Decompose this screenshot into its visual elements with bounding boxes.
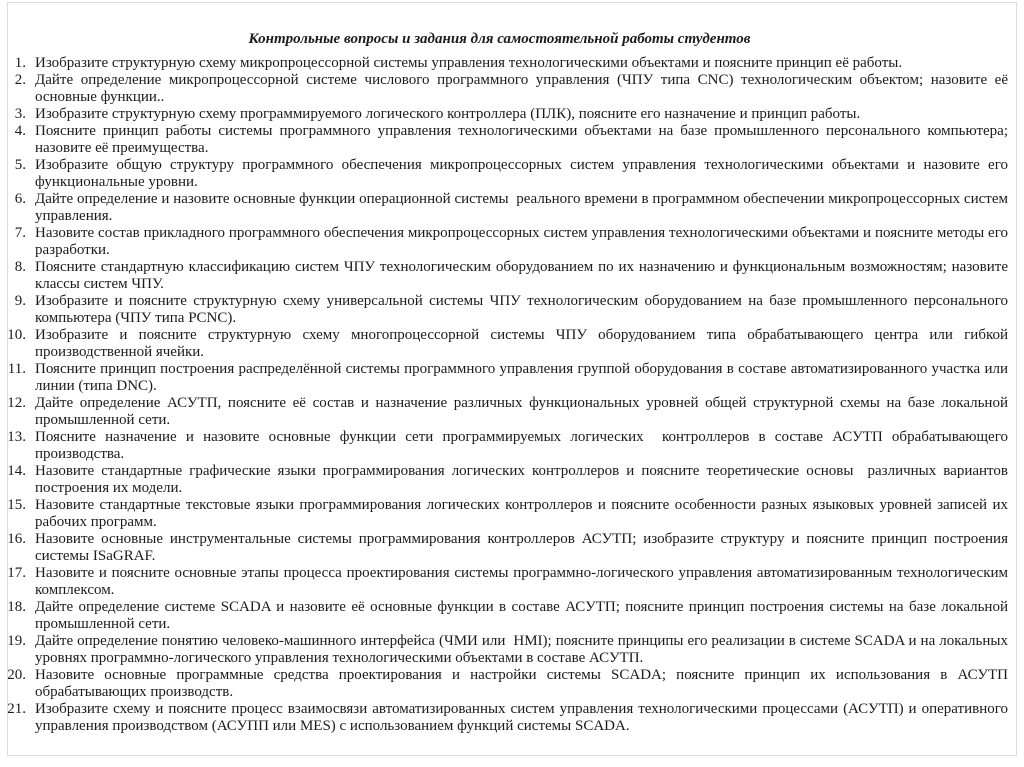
question-text: Поясните назначение и назовите основные функции сети программируемых логических контроллеров в составе АСУТП обрабатывающего производства. xyxy=(35,429,1012,462)
question-item xyxy=(0,72,1012,106)
question-item xyxy=(0,531,1012,565)
question-text: Дайте определение микропроцессорной системе числового программного управления (ЧПУ типа CNC) технологическим объектом; назовите её основные функции.. xyxy=(35,72,1012,105)
question-item xyxy=(0,55,1008,72)
question-number: 17. xyxy=(7,565,26,581)
question-number: 16. xyxy=(7,531,26,547)
question-item xyxy=(0,565,1012,599)
question-number: 2. xyxy=(14,72,26,88)
question-text: Дайте определение системе SCADA и назовите её основные функции в составе АСУТП; поясните принцип построения системы на базе локальной промышленной сети. xyxy=(35,599,1012,632)
document-body xyxy=(0,31,1024,735)
question-number: 19. xyxy=(7,633,26,649)
question-item xyxy=(0,106,1008,123)
question-text: Изобразите и поясните структурную схему многопроцессорной системы ЧПУ оборудованием типа обрабатывающего центра или гибкой производственной ячейки. xyxy=(35,327,1012,360)
question-text: Дайте определение АСУТП, поясните её состав и назначение различных функциональных уровней общей структурной схемы на базе локальной промышленной сети. xyxy=(35,395,1012,428)
question-number: 13. xyxy=(7,429,26,445)
question-item xyxy=(0,123,1012,157)
question-item xyxy=(0,667,1012,701)
question-text: Изобразите общую структуру программного обеспечения микропроцессорных систем управления технологическими объектами и назовите его функциональные уровни. xyxy=(35,157,1012,190)
question-text: Назовите основные программные средства проектирования и настройки системы SCADA; поясните принцип их использования в АСУТП обрабатывающих производств. xyxy=(35,667,1012,700)
question-text: Назовите основные инструментальные системы программирования контроллеров АСУТП; изобразите структуру и поясните принцип построения системы ISaGRAF. xyxy=(35,531,1012,564)
question-text: Назовите состав прикладного программного обеспечения микропроцессорных систем управления технологическими объектами и поясните методы его разработки. xyxy=(35,225,1012,258)
question-number: 14. xyxy=(7,463,26,479)
question-item xyxy=(0,361,1012,395)
question-text: Назовите и поясните основные этапы процесса проектирования системы программно-логического управления автоматизированным технологическим комплексом. xyxy=(35,565,1012,598)
question-text: Назовите стандартные графические языки программирования логических контроллеров и поясните теоретические основы различных вариантов построения их модели. xyxy=(35,463,1012,496)
question-number: 10. xyxy=(7,327,26,343)
question-text: Изобразите и поясните структурную схему универсальной системы ЧПУ технологическим оборудованием на базе промышленного персонального компьютера (ЧПУ типа PCNC). xyxy=(35,293,1012,326)
question-number: 21. xyxy=(7,701,26,717)
question-item xyxy=(0,429,1012,463)
question-number: 9. xyxy=(14,293,26,309)
question-number: 3. xyxy=(14,106,26,122)
question-item xyxy=(0,395,1012,429)
question-number: 12. xyxy=(7,395,26,411)
question-text: Дайте определение понятию человеко-машинного интерфейса (ЧМИ или HMI); поясните принципы его реализации в системе SCADA и на локальных уровнях программно-логического управления технологическими объектами в составе АСУТП. xyxy=(35,633,1012,666)
question-text: Изобразите структурную схему микропроцессорной системы управления технологическими объектами и поясните принцип её работы. xyxy=(35,55,903,71)
question-number: 7. xyxy=(14,225,26,241)
question-item xyxy=(0,463,1012,497)
question-number: 11. xyxy=(7,361,26,377)
question-text: Дайте определение и назовите основные функции операционной системы реального времени в программном обеспечении микропроцессорных систем управления. xyxy=(35,191,1012,224)
question-number: 1. xyxy=(14,55,26,71)
question-number: 4. xyxy=(14,123,26,139)
question-item xyxy=(0,225,1012,259)
question-item xyxy=(0,293,1012,327)
question-text: Поясните стандартную классификацию систем ЧПУ технологическим оборудованием по их назначению и функциональным возможностям; назовите классы систем ЧПУ. xyxy=(35,259,1012,292)
question-number: 15. xyxy=(7,497,26,513)
question-item xyxy=(0,327,1012,361)
question-item xyxy=(0,157,1012,191)
page-title: Контрольные вопросы и задания для самостоятельной работы студентов xyxy=(248,31,751,47)
questions-list xyxy=(0,55,1024,735)
question-item xyxy=(0,259,1012,293)
question-item xyxy=(0,191,1012,225)
question-number: 8. xyxy=(14,259,26,275)
question-text: Поясните принцип работы системы программного управления технологическими объектами на базе промышленного персонального компьютера; назовите её преимущества. xyxy=(35,123,1012,156)
question-number: 5. xyxy=(14,157,26,173)
question-number: 6. xyxy=(14,191,26,207)
question-item xyxy=(0,701,1012,735)
question-number: 18. xyxy=(7,599,26,615)
question-text: Изобразите схему и поясните процесс взаимосвязи автоматизированных систем управления технологическими процессами (АСУТП) и оперативного управления производством (АСУПП или MES) с использованием функций системы SCADA. xyxy=(35,701,1012,734)
question-item xyxy=(0,633,1012,667)
question-text: Поясните принцип построения распределённой системы программного управления группой оборудования в составе автоматизированного участка или линии (типа DNC). xyxy=(35,361,1012,394)
question-item xyxy=(0,599,1012,633)
question-text: Изобразите структурную схему программируемого логического контроллера (ПЛК), поясните его назначение и принцип работы. xyxy=(35,106,861,122)
question-text: Назовите стандартные текстовые языки программирования логических контроллеров и поясните особенности разных языковых уровней записей их рабочих программ. xyxy=(35,497,1012,530)
question-number: 20. xyxy=(7,667,26,683)
question-item xyxy=(0,497,1012,531)
